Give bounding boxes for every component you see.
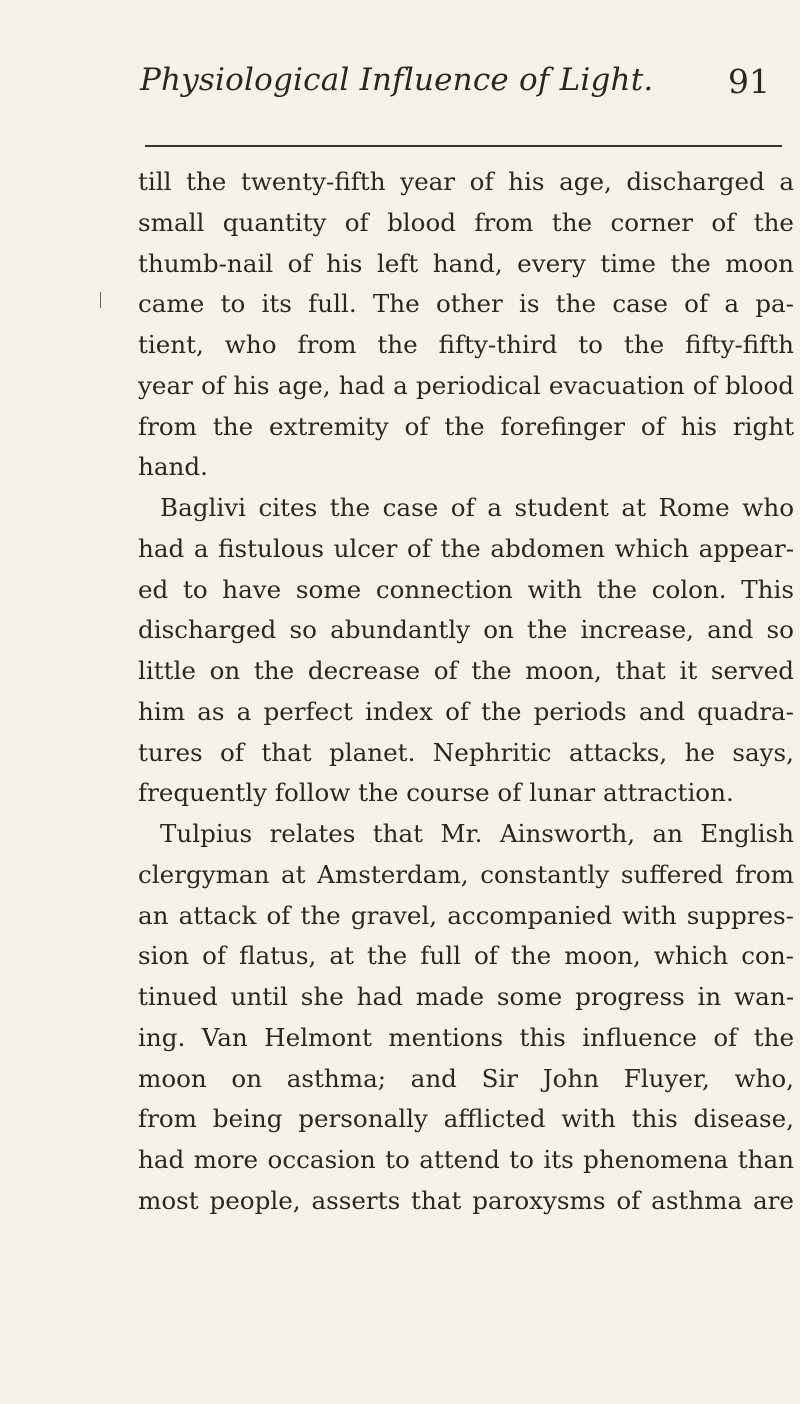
text-line: him as a perfect index of the periods and quadra- [138,696,794,726]
text-line: tinued until she had made some progress in wan- [138,982,794,1011]
text-line: an attack of the gravel, accompanied with suppres- [138,900,794,930]
text-line: had more occasion to attend to its phenomena than [138,1145,794,1174]
text-line: had a fistulous ulcer of the abdomen which appear- [138,533,794,563]
text-line: discharged so abundantly on the increase, and so [138,615,794,645]
text-line: thumb-nail of his left hand, every time the moon [138,248,794,278]
body-text [138,162,794,1222]
header-rule [145,145,782,147]
text-line: ing. Van Helmont mentions this influence of the [138,1022,794,1052]
text-line: little on the decrease of the moon, that it served [138,656,794,685]
page-header [140,62,780,106]
paragraph-start: Tulpius relates that Mr. Ainsworth, an English [160,819,794,848]
text-line: most people, asserts that paroxysms of asthma are [138,1185,794,1215]
page-number: 91 [728,62,770,101]
text-line: tures of that planet. Nephritic attacks, he says, [138,737,794,767]
text-line: from the extremity of the forefinger of his right [138,411,794,441]
text-line: year of his age, had a periodical evacuation of blood [138,370,794,400]
text-line: till the twenty-fifth year of his age, discharged a [138,167,794,196]
text-line: tient, who from the fifty-third to the fifty-fifth [138,330,794,359]
text-line: moon on asthma; and Sir John Fluyer, who, [138,1063,794,1093]
text-line: frequently follow the course of lunar attraction. [138,778,734,808]
text-line: came to its full. The other is the case of a pa- [138,289,794,319]
text-line: sion of flatus, at the full of the moon, which con- [138,941,794,971]
text-line: clergyman at Amsterdam, constantly suffered from [138,859,794,889]
paragraph-start: Baglivi cites the case of a student at Rome who [160,493,794,522]
running-title: Physiological Influence of Light. [140,62,654,98]
text-line: ed to have some connection with the colon. This [138,574,794,604]
margin-mark [100,292,101,308]
text-line: hand. [138,452,208,482]
text-line: small quantity of blood from the corner of the [138,207,794,237]
text-line: from being personally afflicted with this disease, [138,1104,794,1134]
